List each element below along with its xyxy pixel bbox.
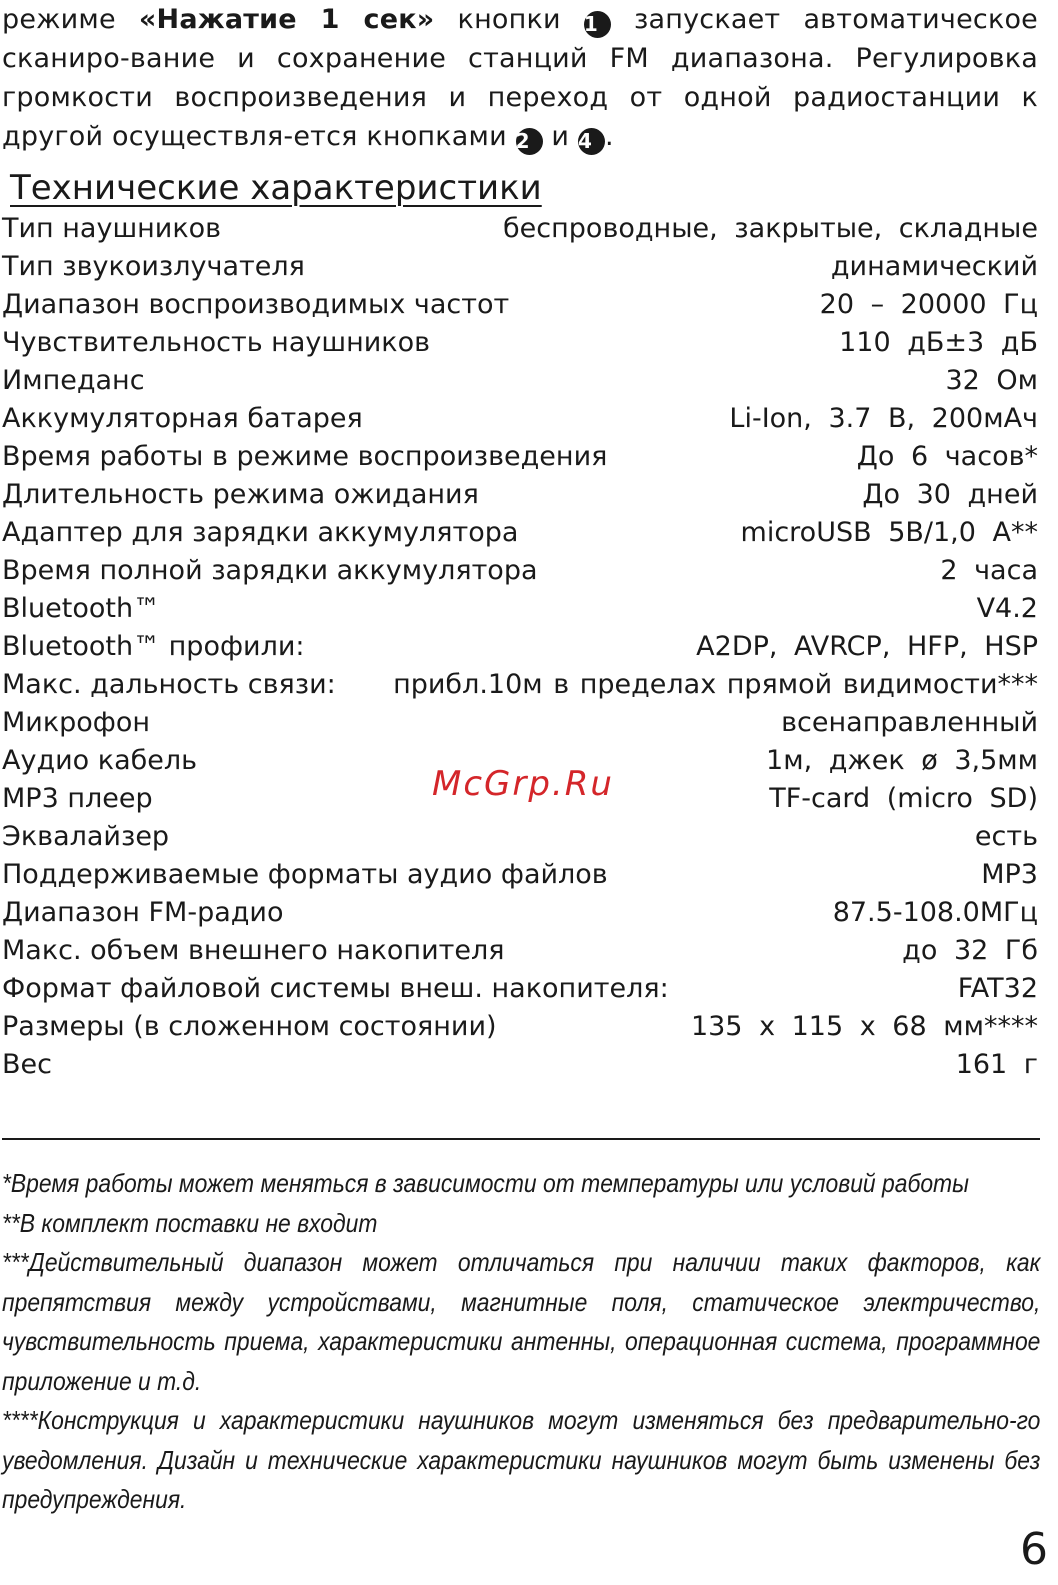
spec-value: MP3 bbox=[981, 859, 1038, 890]
spec-value: до 32 Гб bbox=[902, 935, 1038, 966]
spec-label: Аккумуляторная батарея bbox=[2, 403, 363, 434]
spec-label: Диапазон FM-радио bbox=[2, 897, 284, 928]
spec-row bbox=[2, 666, 1038, 704]
spec-row bbox=[2, 286, 1038, 324]
spec-label: Аудио кабель bbox=[2, 745, 198, 776]
spec-value: прибл.10м в пределах прямой видимости*** bbox=[393, 669, 1038, 700]
spec-row bbox=[2, 1046, 1038, 1084]
spec-label: Поддерживаемые форматы аудио файлов bbox=[2, 859, 608, 890]
watermark-logo: McGrp.Ru bbox=[432, 764, 614, 804]
spec-label: Микрофон bbox=[2, 707, 151, 738]
spec-row bbox=[2, 514, 1038, 552]
spec-label: Макс. объем внешнего накопителя bbox=[2, 935, 505, 966]
intro-text-3: запускает автоматическое сканиро-вание и сохранение станций FM диапазона. Регулировка громкости воспроизведения и переход от одной радиостанции к другой осуществля-ется кнопками bbox=[2, 4, 1038, 152]
spec-row bbox=[2, 856, 1038, 894]
footnote-1: *Время работы может меняться в зависимости от температуры или условий работы bbox=[2, 1168, 969, 1198]
spec-value: 161 г bbox=[955, 1049, 1038, 1080]
spec-value: A2DP, AVRCP, HFP, HSP bbox=[696, 631, 1038, 662]
intro-paragraph bbox=[2, 0, 1038, 156]
intro-text-1: режиме bbox=[2, 4, 139, 35]
spec-value: 110 дБ±3 дБ bbox=[839, 327, 1038, 358]
spec-row bbox=[2, 438, 1038, 476]
section-title: Технические характеристики bbox=[10, 168, 542, 208]
spec-label: Вес bbox=[2, 1049, 52, 1080]
spec-row bbox=[2, 970, 1038, 1008]
spec-label: Тип наушников bbox=[2, 213, 222, 244]
spec-value: microUSB 5В/1,0 А** bbox=[740, 517, 1038, 548]
spec-value: 135 x 115 x 68 мм**** bbox=[690, 1011, 1038, 1042]
spec-value: FAT32 bbox=[957, 973, 1038, 1004]
spec-row bbox=[2, 1008, 1038, 1046]
spec-row bbox=[2, 362, 1038, 400]
spec-row bbox=[2, 324, 1038, 362]
spec-label: Время полной зарядки аккумулятора bbox=[2, 555, 538, 586]
spec-label: Диапазон воспроизводимых частот bbox=[2, 289, 510, 320]
page-number: 6 bbox=[1020, 1524, 1048, 1575]
spec-row bbox=[2, 400, 1038, 438]
specs-table bbox=[2, 210, 1038, 1084]
spec-label: Чувствительность наушников bbox=[2, 327, 431, 358]
footnote-3: ***Действительный диапазон может отличаться при наличии таких факторов, как препятствия между устройствами, магнитные поля, статическое электричество, чувствительность приема, характеристики антенны, операционная система, программное приложение и т.д. bbox=[2, 1247, 1041, 1396]
spec-value: TF-card (micro SD) bbox=[769, 783, 1038, 814]
spec-row bbox=[2, 818, 1038, 856]
spec-label: Адаптер для зарядки аккумулятора bbox=[2, 517, 519, 548]
spec-row bbox=[2, 704, 1038, 742]
spec-value: динамический bbox=[830, 251, 1038, 282]
spec-value: До 6 часов* bbox=[856, 441, 1038, 472]
footnote-divider bbox=[2, 1138, 1040, 1140]
spec-label: Bluetooth™ bbox=[2, 593, 161, 624]
spec-label: Тип звукоизлучателя bbox=[2, 251, 305, 282]
spec-row bbox=[2, 476, 1038, 514]
footnote-4: ****Конструкция и характеристики наушников могут изменяться без предварительно-го уведомления. Дизайн и технические характеристики наушников могут быть изменены без предупреждения. bbox=[2, 1405, 1041, 1514]
spec-row bbox=[2, 210, 1038, 248]
spec-value: V4.2 bbox=[976, 593, 1038, 624]
intro-text-2: кнопки bbox=[434, 4, 584, 35]
spec-row bbox=[2, 894, 1038, 932]
footnote-2: **В комплект поставки не входит bbox=[2, 1207, 378, 1238]
button-2-marker-icon: 2 bbox=[516, 128, 543, 155]
spec-label: Bluetooth™ профили: bbox=[2, 631, 305, 662]
spec-row bbox=[2, 932, 1038, 970]
spec-label: Формат файловой системы внеш. накопителя: bbox=[2, 973, 669, 1004]
footnotes bbox=[2, 1164, 1041, 1520]
spec-row bbox=[2, 248, 1038, 286]
spec-label: Длительность режима ожидания bbox=[2, 479, 479, 510]
spec-row bbox=[2, 552, 1038, 590]
button-1-marker-icon: 1 bbox=[584, 11, 611, 38]
intro-bold-mode: «Нажатие 1 сек» bbox=[138, 4, 435, 35]
spec-value: 32 Ом bbox=[945, 365, 1038, 396]
button-4-marker-icon: 4 bbox=[578, 128, 605, 155]
spec-label: Размеры (в сложенном состоянии) bbox=[2, 1011, 497, 1042]
spec-value: 1м, джек ø 3,5мм bbox=[766, 745, 1038, 776]
spec-value: До 30 дней bbox=[862, 479, 1038, 510]
spec-value: беспроводные, закрытые, складные bbox=[503, 213, 1038, 244]
spec-row bbox=[2, 590, 1038, 628]
spec-label: MP3 плеер bbox=[2, 783, 153, 814]
spec-label: Импеданс bbox=[2, 365, 145, 396]
spec-value: 20 – 20000 Гц bbox=[819, 289, 1038, 320]
intro-text-5: . bbox=[604, 121, 614, 152]
intro-text-4: и bbox=[542, 121, 578, 152]
spec-value: 2 часа bbox=[940, 555, 1038, 586]
spec-label: Время работы в режиме воспроизведения bbox=[2, 441, 608, 472]
spec-value: есть bbox=[974, 821, 1038, 852]
spec-label: Эквалайзер bbox=[2, 821, 170, 852]
spec-label: Макс. дальность связи: bbox=[2, 669, 336, 700]
spec-value: 87.5-108.0МГц bbox=[832, 897, 1038, 928]
spec-value: всенаправленный bbox=[781, 707, 1038, 738]
spec-value: Li-Ion, 3.7 В, 200мАч bbox=[729, 403, 1038, 434]
spec-row bbox=[2, 628, 1038, 666]
